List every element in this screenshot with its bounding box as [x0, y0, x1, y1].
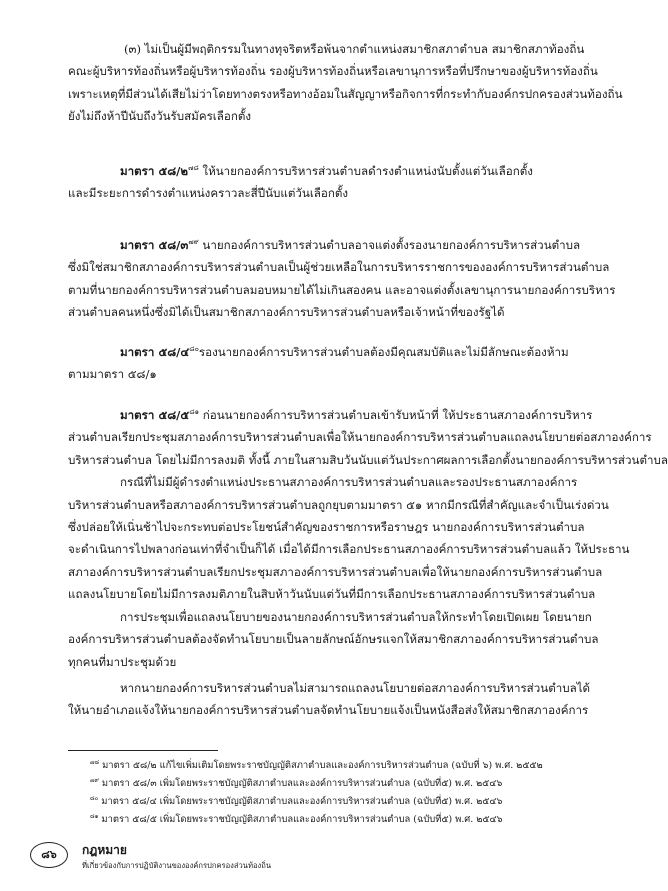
section-heading: มาตรา ๕๘/๕: [120, 408, 190, 422]
paragraph-section-58-2: [68, 160, 566, 205]
text-line: ตามมาตรา ๕๘/๑: [68, 367, 157, 382]
text-line: [68, 234, 581, 256]
text-line: ซึ่งมิใช่สมาชิกสภาองค์การบริหารส่วนตำบลเป็นผู้ช่วยเหลือในการบริหารราชการขององค์การบริหารส่วนตำบล: [68, 260, 610, 275]
text-line: คณะผู้บริหารท้องถิ่นหรือผู้บริหารท้องถิ่น รองผู้บริหารท้องถิ่นหรือเลขานุการหรือที่ปรึกษาของผู้บริหารท้องถิ่น: [68, 64, 598, 79]
footnote-text: มาตรา ๕๘/๔ เพิ่มโดยพระราชบัญญัติสภาตำบลและองค์การบริหารส่วนตำบล (ฉบับที่๕) พ.ศ. ๒๕๔๖: [101, 796, 503, 807]
text-line: [68, 160, 566, 182]
paragraph-section-58-3: [68, 234, 616, 324]
text-line: ซึ่งปล่อยให้เนิ่นช้าไปจะกระทบต่อประโยชน์สำคัญของราชการหรือราษฎร นายกองค์การบริหารส่วนตำบล: [68, 520, 585, 535]
paragraph-section-58-4: [68, 341, 569, 386]
text-line: ทุกคนที่มาประชุมด้วย: [68, 654, 177, 669]
paragraph-section-58-5: [68, 404, 668, 606]
text-line: บริหารส่วนตำบลหรือสภาองค์การบริหารส่วนตำบลถูกยุบตามมาตรา ๕๑ หากมีกรณีที่สำคัญและจำเป็นเร่งด่วน: [68, 497, 609, 512]
footnote: [90, 812, 503, 827]
footnote-ref: ๘๑: [189, 408, 200, 416]
paragraph-clause-3: [68, 38, 623, 128]
footnote: [90, 758, 543, 773]
text-line: ยังไม่ถึงห้าปีนับถึงวันรับสมัครเลือกตั้ง: [68, 109, 252, 124]
footnote: [90, 776, 502, 791]
footnote-ref: ๗๙: [188, 238, 199, 246]
footnote-ref: ๘๐: [189, 345, 199, 353]
text-segment: นายกองค์การบริหารส่วนตำบลอาจแต่งตั้งรองนายกองค์การบริหารส่วนตำบล: [198, 238, 581, 252]
page-number-badge: ๘๖: [30, 842, 68, 868]
section-heading: มาตรา ๕๘/๓: [120, 238, 189, 252]
text-line: บริหารส่วนตำบล โดยไม่มีการลงมติ ทั้งนี้ ภายในสามสิบวันนับแต่วันประกาศผลการเลือกตั้งนายกองค์การบริหารส่วนตำบล: [68, 452, 668, 467]
text-segment: รองนายกองค์การบริหารส่วนตำบลต้องมีคุณสมบัติและไม่มีลักษณะต้องห้าม: [198, 345, 569, 359]
footer-subtitle: ที่เกี่ยวข้องกับการปฏิบัติงานขององค์กรปกครองส่วนท้องถิ่น: [82, 861, 272, 870]
text-line: เพราะเหตุที่มีส่วนได้เสียไม่ว่าโดยทางตรงหรือทางอ้อมในสัญญาหรือกิจการที่กระทำกับองค์กรปกครองส่วนท้องถิ่น: [68, 86, 623, 101]
text-line: และมีระยะการดำรงตำแหน่งคราวละสี่ปีนับแต่วันเลือกตั้ง: [68, 186, 349, 201]
text-line: องค์การบริหารส่วนตำบลต้องจัดทำนโยบายเป็นลายลักษณ์อักษรแจกให้สมาชิกสภาองค์การบริหารส่วนตำบล: [68, 632, 599, 647]
section-heading: มาตรา ๕๘/๔: [120, 345, 190, 359]
text-line: การประชุมเพื่อแถลงนโยบายของนายกองค์การบริหารส่วนตำบลให้กระทำโดยเปิดเผย โดยนายก: [120, 610, 592, 624]
footnote-text: มาตรา ๕๘/๓ เพิ่มโดยพระราชบัญญัติสภาตำบลและองค์การบริหารส่วนตำบล (ฉบับที่๕) พ.ศ. ๒๕๔๖: [101, 778, 503, 789]
text-line: ตามที่นายกองค์การบริหารส่วนตำบลมอบหมายได้ไม่เกินสองคน และอาจแต่งตั้งเลขานุการนายกองค์การบริหาร: [68, 282, 616, 297]
text-line: ส่วนตำบลคนหนึ่งซึ่งมิได้เป็นสมาชิกสภาองค์การบริหารส่วนตำบลหรือเจ้าหน้าที่ของรัฐได้: [68, 305, 505, 320]
footnote-number: ๘๑: [90, 813, 99, 820]
footnote-number: ๘๐: [90, 795, 99, 802]
text-segment: ก่อนนายกองค์การบริหารส่วนตำบลเข้ารับหน้าที่ ให้ประธานสภาองค์การบริหาร: [199, 408, 593, 422]
text-line: กรณีที่ไม่มีผู้ดำรงตำแหน่งประธานสภาองค์การบริหารส่วนตำบลและรองประธานสภาองค์การ: [120, 475, 578, 490]
text-line: จะดำเนินการไปพลางก่อนเท่าที่จำเป็นก็ได้ เมื่อได้มีการเลือกประธานสภาองค์การบริหารส่วนตำบลแล้ว ให้ประธาน: [68, 542, 630, 557]
text-segment: ให้นายกองค์การบริหารส่วนตำบลดำรงตำแหน่งนับตั้งแต่วันเลือกตั้ง: [198, 164, 533, 178]
footer-title: กฎหมาย: [82, 843, 127, 857]
footnote: [90, 794, 502, 809]
footnote-ref: ๗๘: [188, 164, 199, 172]
text-line: ส่วนตำบลเรียกประชุมสภาองค์การบริหารส่วนตำบลเพื่อให้นายกองค์การบริหารส่วนตำบลแถลงนโยบายต่อสภาองค์การ: [68, 430, 652, 445]
footnote-divider: [68, 750, 218, 751]
section-heading: มาตรา ๕๘/๒: [120, 164, 189, 178]
text-line: [68, 341, 569, 363]
paragraph-policy-meeting: [68, 606, 599, 673]
paragraph-policy-fallback: [68, 677, 591, 722]
text-line: [68, 404, 593, 426]
text-line: สภาองค์การบริหารส่วนตำบลเรียกประชุมสภาองค์การบริหารส่วนตำบลเพื่อให้นายกองค์การบริหารส่วนตำบล: [68, 564, 603, 579]
footnote-number: ๗๘: [90, 759, 100, 766]
footnote-text: มาตรา ๕๘/๒ แก้ไขเพิ่มเติมโดยพระราชบัญญัติสภาตำบลและองค์การบริหารส่วนตำบล (ฉบับที่ ๖) พ.ศ. ๒๕๕๒: [102, 760, 543, 771]
text-line: หากนายกองค์การบริหารส่วนตำบลไม่สามารถแถลงนโยบายต่อสภาองค์การบริหารส่วนตำบลได้: [120, 681, 591, 695]
footnote-text: มาตรา ๕๘/๕ เพิ่มโดยพระราชบัญญัติสภาตำบลและองค์การบริหารส่วนตำบล (ฉบับที่๕) พ.ศ. ๒๕๔๖: [101, 814, 503, 825]
text-line: แถลงนโยบายโดยไม่มีการลงมติภายในสิบห้าวันนับแต่วันที่มีการเลือกประธานสภาองค์การบริหารส่วนตำบล: [68, 587, 596, 602]
text-line: ให้นายอำเภอแจ้งให้นายกองค์การบริหารส่วนตำบลจัดทำนโยบายแจ้งเป็นหนังสือส่งให้สมาชิกสภาองค์การ: [68, 703, 589, 718]
footnote-number: ๗๙: [90, 777, 99, 784]
text-line: (๓) ไม่เป็นผู้มีพฤติกรรมในทางทุจริตหรือพ้นจากตำแหน่งสมาชิกสภาตำบล สมาชิกสภาท้องถิ่น: [124, 42, 585, 56]
